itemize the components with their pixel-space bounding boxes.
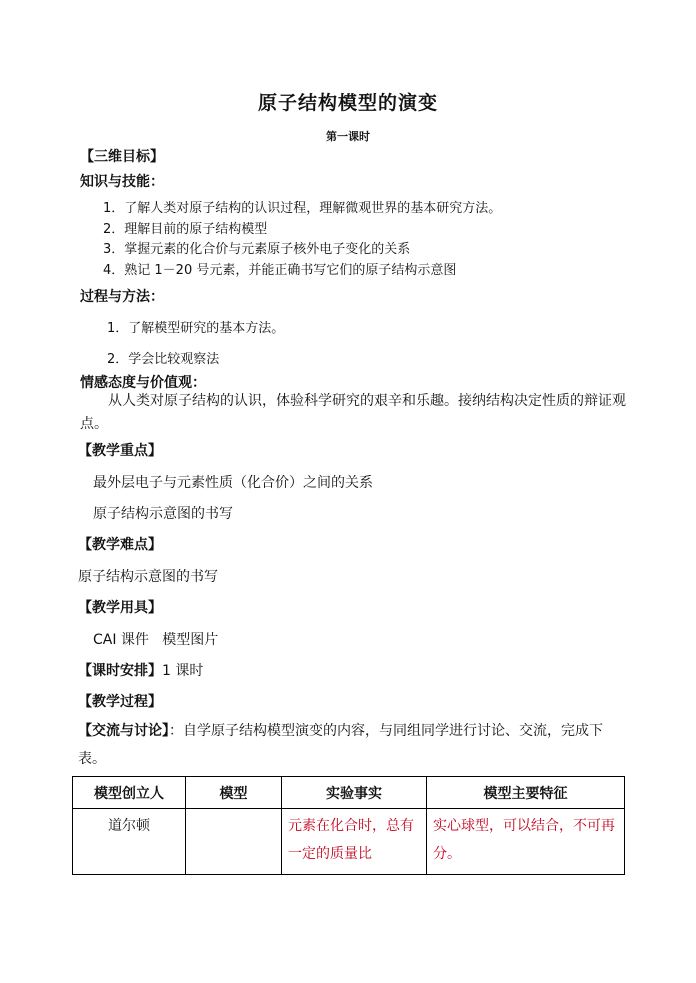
fact-cell: 元素在化合时，总有一定的质量比 — [282, 809, 427, 875]
schedule-line — [78, 660, 203, 680]
schedule-heading: 【课时安排】 — [78, 663, 162, 679]
page-title: 原子结构模型的演变 — [257, 92, 438, 114]
difficulty-heading: 【教学难点】 — [78, 537, 162, 553]
knowledge-heading: 知识与技能： — [80, 174, 164, 190]
teaching-process-heading: 【教学过程】 — [78, 694, 162, 710]
discussion-heading: 【交流与讨论】 — [78, 723, 169, 739]
goals-heading: 【三维目标】 — [80, 149, 164, 165]
tools-text: CAI 课件 模型图片 — [93, 632, 219, 648]
key-point: 原子结构示意图的书写 — [93, 506, 233, 522]
founder-cell: 道尔顿 — [73, 809, 186, 875]
knowledge-item: 2．理解目前的原子结构模型 — [103, 222, 268, 237]
table-header: 模型主要特征 — [427, 777, 625, 809]
discussion-line — [78, 717, 624, 773]
knowledge-item: 1．了解人类对原子结构的认识过程，理解微观世界的基本研究方法。 — [103, 201, 502, 216]
discussion-text: ：自学原子结构模型演变的内容，与同组同学进行讨论、交流，完成下表。 — [78, 723, 603, 767]
difficulty-text: 原子结构示意图的书写 — [78, 569, 218, 585]
table-header-row — [73, 777, 625, 809]
page-subtitle: 第一课时 — [326, 130, 370, 143]
model-cell — [186, 809, 282, 875]
key-points-heading: 【教学重点】 — [78, 443, 162, 459]
feature-cell: 实心球型，可以结合，不可再分。 — [427, 809, 625, 875]
knowledge-item: 3．掌握元素的化合价与元素原子核外电子变化的关系 — [103, 242, 411, 257]
schedule-text: 1 课时 — [162, 663, 204, 679]
process-heading: 过程与方法： — [80, 289, 164, 305]
table-header: 实验事实 — [282, 777, 427, 809]
table-row — [73, 809, 625, 875]
tools-heading: 【教学用具】 — [78, 600, 162, 616]
emotion-heading: 情感态度与价值观： — [80, 375, 206, 391]
process-item: 1．了解模型研究的基本方法。 — [107, 321, 285, 336]
emotion-text: 从人类对原子结构的认识，体验科学研究的艰辛和乐趣。接纳结构决定性质的辩证观点。 — [80, 393, 626, 432]
process-item: 2．学会比较观察法 — [107, 352, 220, 367]
model-table — [72, 776, 625, 875]
key-point: 最外层电子与元素性质（化合价）之间的关系 — [93, 475, 373, 491]
table-header: 模型 — [186, 777, 282, 809]
table-header: 模型创立人 — [73, 777, 186, 809]
knowledge-item: 4．熟记 1－20 号元素，并能正确书写它们的原子结构示意图 — [103, 263, 457, 278]
